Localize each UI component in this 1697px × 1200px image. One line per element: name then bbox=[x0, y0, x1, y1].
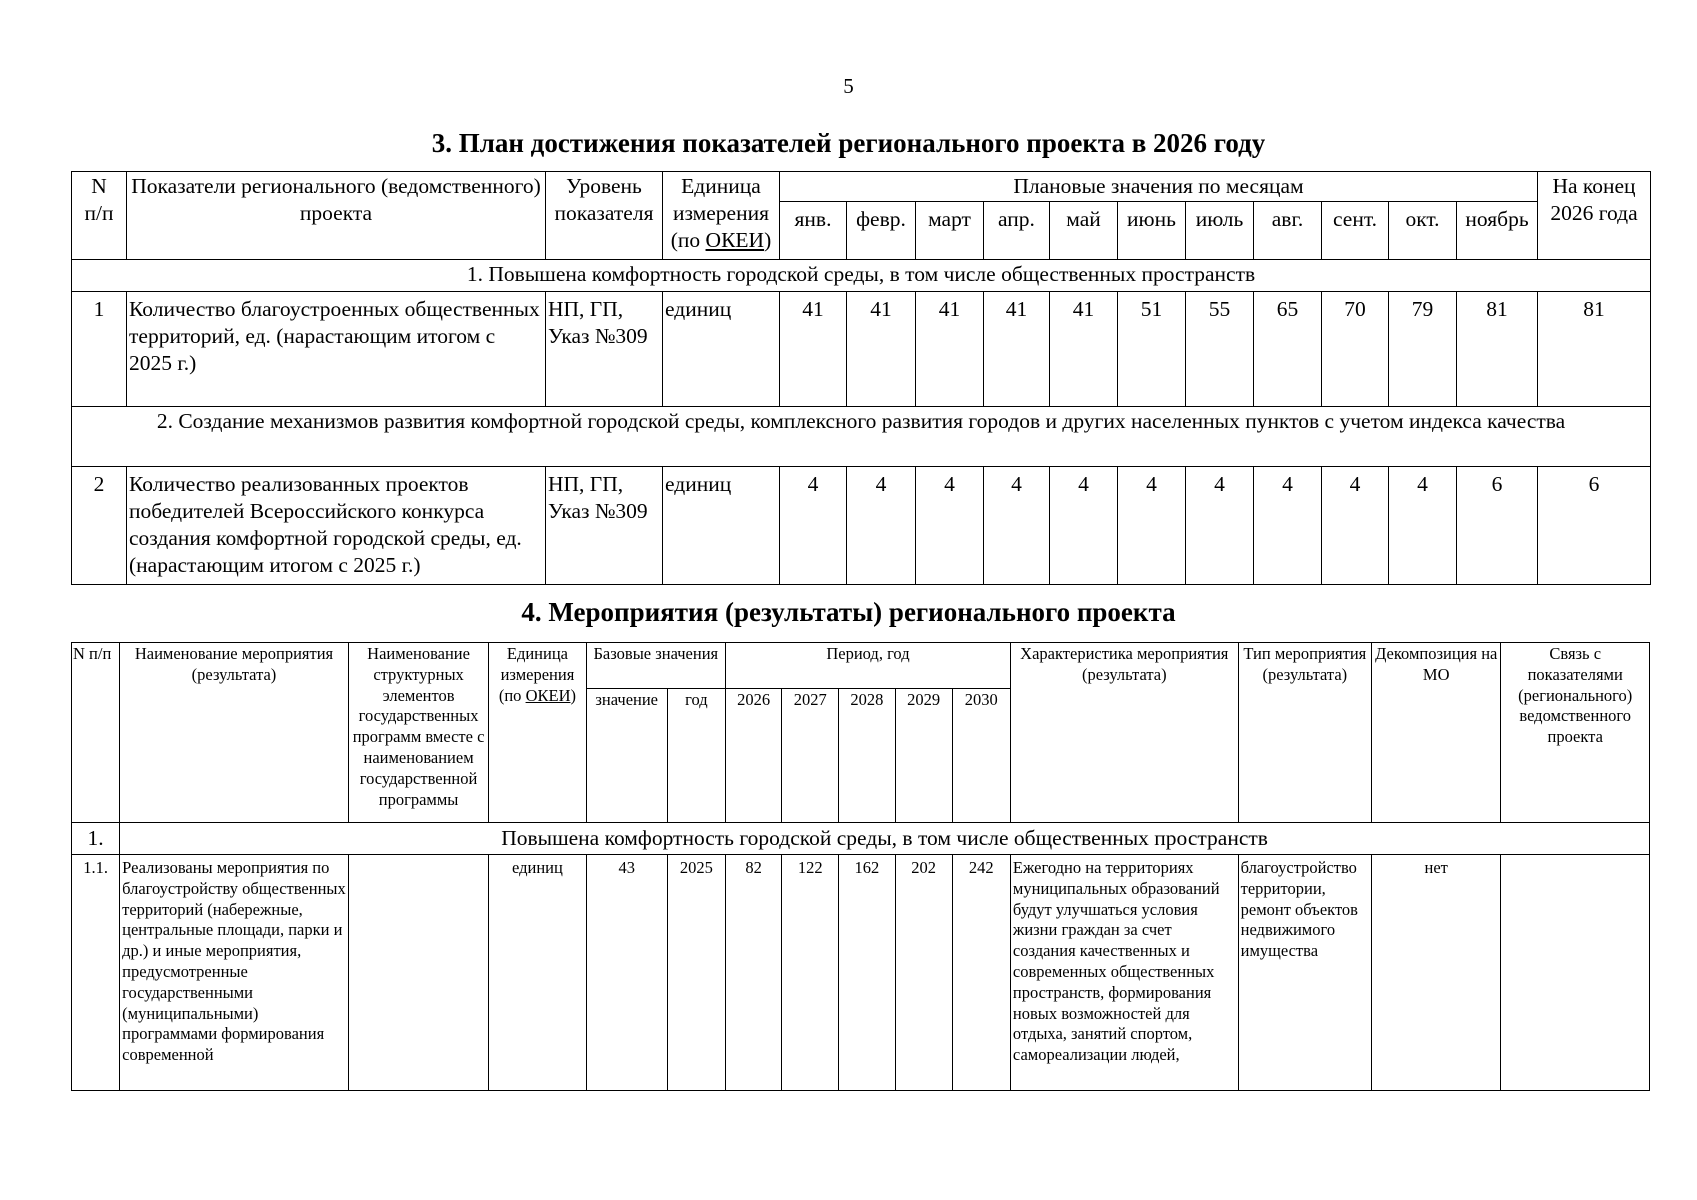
column-header-type: Тип мероприятия (результата) bbox=[1238, 643, 1371, 823]
month-header: сент. bbox=[1322, 202, 1389, 260]
table-header-row bbox=[72, 643, 1650, 689]
column-header-number: N п/п bbox=[72, 643, 120, 823]
year-header: 2026 bbox=[726, 689, 782, 823]
group-row bbox=[72, 823, 1650, 855]
table-header-row bbox=[72, 172, 1651, 202]
month-value: 79 bbox=[1389, 292, 1457, 407]
activity-type: благоустройство территории, ремонт объектов недвижимого имущества bbox=[1238, 855, 1371, 1091]
year-header: 2027 bbox=[782, 689, 839, 823]
month-value: 6 bbox=[1457, 467, 1538, 585]
row-number: 1.1. bbox=[72, 855, 120, 1091]
activities-table bbox=[71, 642, 1650, 1091]
year-value: 122 bbox=[782, 855, 839, 1091]
month-header: окт. bbox=[1389, 202, 1457, 260]
section-3-title: 3. План достижения показателей регионального проекта в 2026 году bbox=[431, 128, 1266, 158]
column-header-indicator: Показатели регионального (ведомственного) проекта bbox=[127, 172, 546, 260]
month-value: 4 bbox=[1389, 467, 1457, 585]
end-of-year-value: 6 bbox=[1538, 467, 1651, 585]
column-header-base-year: год bbox=[667, 689, 725, 823]
indicator-level: НП, ГП, Указ №309 bbox=[546, 467, 663, 585]
month-value: 4 bbox=[1254, 467, 1322, 585]
column-header-end-of-year: На конец 2026 года bbox=[1538, 172, 1651, 260]
month-header: авг. bbox=[1254, 202, 1322, 260]
month-header: май bbox=[1050, 202, 1118, 260]
indicator-name: Количество реализованных проектов победителей Всероссийского конкурса создания комфортной городской среды, ед. (нарастающим итогом с 2025 г.) bbox=[127, 467, 546, 585]
group-title: 1. Повышена комфортность городской среды, в том числе общественных пространств bbox=[72, 260, 1651, 292]
month-value: 41 bbox=[916, 292, 984, 407]
column-header-planned: Плановые значения по месяцам bbox=[780, 172, 1538, 202]
section-4-title: 4. Мероприятия (результаты) регионального проекта bbox=[521, 597, 1176, 627]
month-value: 65 bbox=[1254, 292, 1322, 407]
indicators-plan-table bbox=[71, 171, 1651, 585]
column-header-unit: Единица измерения (по ОКЕИ) bbox=[663, 172, 780, 260]
table-row bbox=[72, 292, 1651, 407]
column-header-number: N п/п bbox=[72, 172, 127, 260]
base-year: 2025 bbox=[667, 855, 725, 1091]
structural-elements bbox=[348, 855, 488, 1091]
table-row bbox=[72, 467, 1651, 585]
row-number: 1 bbox=[72, 292, 127, 407]
indicator-link bbox=[1501, 855, 1650, 1091]
column-header-structural: Наименование структурных элементов государственных программ вместе с наименованием государственной программы bbox=[348, 643, 488, 823]
month-value: 4 bbox=[916, 467, 984, 585]
indicator-name: Количество благоустроенных общественных территорий, ед. (нарастающим итогом с 2025 г.) bbox=[127, 292, 546, 407]
column-header-decomposition: Декомпозиция на МО bbox=[1372, 643, 1501, 823]
month-value: 55 bbox=[1186, 292, 1254, 407]
month-value: 41 bbox=[984, 292, 1050, 407]
month-value: 4 bbox=[847, 467, 916, 585]
month-value: 4 bbox=[1050, 467, 1118, 585]
row-number: 2 bbox=[72, 467, 127, 585]
page-number: 5 bbox=[843, 74, 854, 98]
month-header: янв. bbox=[780, 202, 847, 260]
indicator-level: НП, ГП, Указ №309 bbox=[546, 292, 663, 407]
column-header-characteristic: Характеристика мероприятия (результата) bbox=[1010, 643, 1238, 823]
column-header-unit: Единица измерения (по ОКЕИ) bbox=[489, 643, 586, 823]
indicator-unit: единиц bbox=[663, 467, 780, 585]
table-row bbox=[72, 855, 1650, 1091]
activity-unit: единиц bbox=[489, 855, 586, 1091]
month-value: 4 bbox=[780, 467, 847, 585]
column-header-name: Наименование мероприятия (результата) bbox=[120, 643, 349, 823]
okei-link[interactable]: ОКЕИ bbox=[705, 228, 765, 252]
year-value: 242 bbox=[952, 855, 1010, 1091]
month-value: 41 bbox=[780, 292, 847, 407]
month-header: февр. bbox=[847, 202, 916, 260]
month-header: июнь bbox=[1118, 202, 1186, 260]
column-header-base-value: значение bbox=[586, 689, 667, 823]
month-value: 51 bbox=[1118, 292, 1186, 407]
year-value: 162 bbox=[839, 855, 895, 1091]
group-number: 1. bbox=[72, 823, 120, 855]
group-title: Повышена комфортность городской среды, в том числе общественных пространств bbox=[120, 823, 1650, 855]
okei-link[interactable]: ОКЕИ bbox=[525, 685, 571, 705]
group-row bbox=[72, 260, 1651, 292]
month-value: 4 bbox=[1322, 467, 1389, 585]
month-value: 4 bbox=[984, 467, 1050, 585]
year-header: 2029 bbox=[895, 689, 952, 823]
month-value: 81 bbox=[1457, 292, 1538, 407]
month-value: 41 bbox=[1050, 292, 1118, 407]
month-header: июль bbox=[1186, 202, 1254, 260]
month-value: 70 bbox=[1322, 292, 1389, 407]
month-value: 4 bbox=[1118, 467, 1186, 585]
decomposition-value: нет bbox=[1372, 855, 1501, 1091]
month-header: ноябрь bbox=[1457, 202, 1538, 260]
year-header: 2028 bbox=[839, 689, 895, 823]
activity-name: Реализованы мероприятия по благоустройству общественных территорий (набережные, центральные площади, парки и др.) и иные мероприятия, предусмотренные государственными (муниципальными) программами формирования современной bbox=[120, 855, 349, 1091]
month-header: апр. bbox=[984, 202, 1050, 260]
column-header-period: Период, год bbox=[726, 643, 1011, 689]
group-row bbox=[72, 407, 1651, 467]
group-title: 2. Создание механизмов развития комфортной городской среды, комплексного развития городов и других населенных пунктов с учетом индекса качества bbox=[72, 407, 1651, 467]
month-value: 4 bbox=[1186, 467, 1254, 585]
end-of-year-value: 81 bbox=[1538, 292, 1651, 407]
column-header-base: Базовые значения bbox=[586, 643, 725, 689]
column-header-link: Связь с показателями (регионального) ведомственного проекта bbox=[1501, 643, 1650, 823]
year-value: 82 bbox=[726, 855, 782, 1091]
month-header: март bbox=[916, 202, 984, 260]
indicator-unit: единиц bbox=[663, 292, 780, 407]
column-header-level: Уровень показателя bbox=[546, 172, 663, 260]
month-value: 41 bbox=[847, 292, 916, 407]
year-value: 202 bbox=[895, 855, 952, 1091]
year-header: 2030 bbox=[952, 689, 1010, 823]
activity-characteristic: Ежегодно на территориях муниципальных образований будут улучшаться условия жизни граждан за счет создания качественных и современных общественных пространств, формирования новых возможностей для отдыха, занятий спортом, самореализации людей, bbox=[1010, 855, 1238, 1091]
base-value: 43 bbox=[586, 855, 667, 1091]
